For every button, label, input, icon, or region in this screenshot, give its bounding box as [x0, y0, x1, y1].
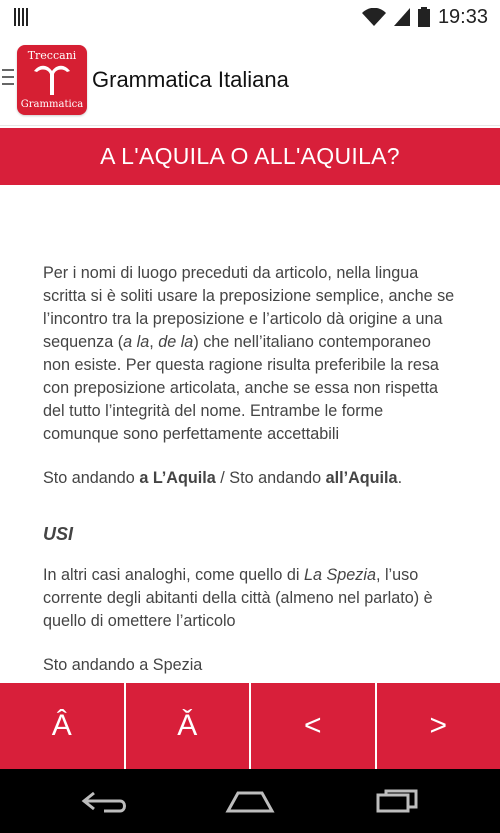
paragraph-1: [43, 262, 457, 446]
battery-icon: [418, 7, 430, 27]
home-icon[interactable]: [225, 787, 275, 815]
cell-signal-icon: [394, 8, 410, 26]
app-logo[interactable]: [17, 45, 87, 115]
app-bar: [0, 35, 500, 126]
logo-text-top: Treccani: [27, 49, 77, 62]
next-button[interactable]: >: [377, 683, 500, 769]
text-span: / Sto andando: [215, 469, 326, 487]
text-span: Per i nomi di luogo preceduti da articolo, nella lingua scritta si è soliti usare la preposizione semplice, anche se l’incontro tra la preposizione e l’articolo dà origine a una sequenza (: [43, 264, 455, 351]
previous-button[interactable]: <: [251, 683, 375, 769]
italic-text: a la: [123, 333, 150, 351]
recents-icon[interactable]: [372, 787, 422, 815]
text-span: Sto andando: [43, 469, 140, 487]
partial-line: Sto andando a Spezia: [43, 656, 203, 674]
article-content: [43, 262, 457, 698]
italic-text: La Spezia: [303, 566, 376, 584]
status-right: [362, 6, 488, 28]
article-header: [0, 128, 500, 185]
status-bar: [0, 0, 500, 35]
status-time: 19:33: [437, 5, 488, 28]
app-title: Grammatica Italiana: [92, 67, 289, 92]
signal-icon: [14, 8, 32, 26]
text-span: ) che nell’italiano contemporaneo non esiste. Per questa ragione risulta preferibile la resa con preposizione articolata, anche se essa non rispetta del tutto l’integrità del nome. Entrambe le forme comunque sono perfettamente accettabili: [43, 333, 439, 443]
bold-text: all’Aquila: [325, 469, 398, 487]
back-icon[interactable]: [80, 787, 130, 815]
logo-t-icon: [32, 63, 72, 97]
italic-text: de la: [158, 333, 194, 351]
text-span: , l’uso corrente degli abitanti della città (almeno nel parlato) è quello di omettere l’articolo: [43, 566, 433, 630]
font-increase-button[interactable]: Â: [0, 683, 124, 769]
paragraph-2: [43, 564, 457, 633]
section-heading-usi: USI: [43, 524, 74, 544]
menu-icon[interactable]: [2, 69, 14, 87]
font-decrease-button[interactable]: Ǎ: [126, 683, 250, 769]
article-title: A L'AQUILA O ALL'AQUILA?: [100, 143, 400, 169]
logo-text-bottom: Grammatica: [20, 99, 84, 110]
wifi-icon: [362, 8, 386, 26]
text-span: In altri casi analoghi, come quello di: [43, 566, 304, 584]
text-span: ,: [149, 333, 159, 351]
text-span: .: [397, 469, 403, 487]
system-nav-bar: [0, 769, 500, 833]
example-line: [43, 467, 457, 490]
bottom-toolbar: [0, 683, 500, 769]
bold-text: a L’Aquila: [139, 469, 216, 487]
